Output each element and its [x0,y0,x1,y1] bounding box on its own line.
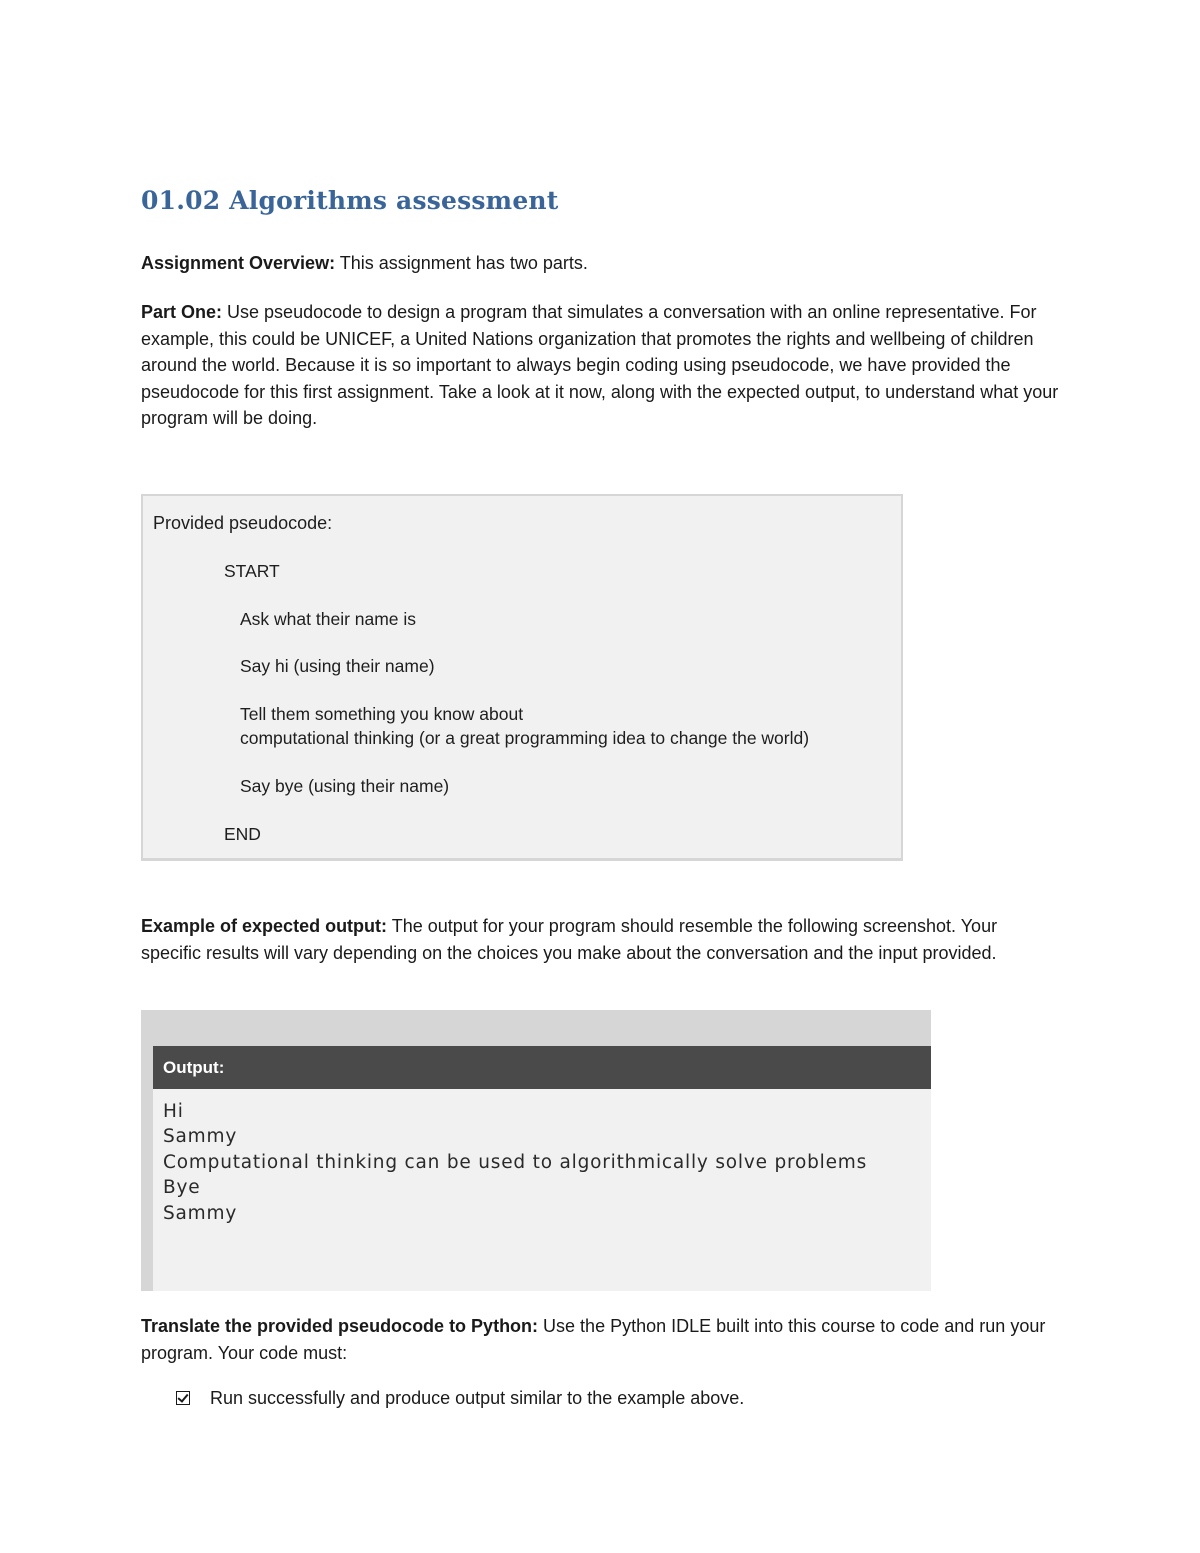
example-output-paragraph [141,913,1061,966]
part-one-text: Use pseudocode to design a program that simulates a conversation with an online representative. For example, this could be UNICEF, a United Nations organization that promotes the rights and wellbeing of children around the world. Because it is so important to always begin coding using pseudocode, we have provided the pseudocode for this first assignment. Take a look at it now, along with the expected output, to understand what your program will be doing. [141,302,1059,428]
output-line: Bye [163,1177,201,1199]
example-output-label: Example of expected output: [141,916,388,936]
output-line: Sammy [163,1126,238,1148]
pseudocode-start: START [224,561,280,581]
output-line: Computational thinking can be used to algorithmically solve problems [163,1151,868,1173]
output-line: Hi [163,1101,184,1122]
pseudocode-step-say-hi: Say hi (using their name) [240,656,435,676]
translate-label: Translate the provided pseudocode to Python: [141,1316,539,1336]
page-title: 01.02 Algorithms assessment [141,186,559,215]
checkbox-checked-icon [176,1391,190,1405]
example-output-text: The output for your program should resemble the following screenshot. Your specific results will vary depending on the choices you make about the conversation and the input provided. [141,916,998,963]
checklist-item [174,1385,744,1411]
pseudocode-heading: Provided pseudocode: [153,513,333,533]
translate-text: Use the Python IDLE built into this course to code and run your program. Your code must: [141,1316,1046,1363]
output-header: Output: [153,1046,931,1089]
pseudocode-step-tell-line2: computational thinking (or a great programming idea to change the world) [240,728,810,748]
output-line: Sammy [163,1202,238,1224]
output-screenshot [141,1010,931,1291]
assignment-overview-label: Assignment Overview: [141,253,336,273]
part-one-paragraph [141,299,1061,432]
output-panel [153,1046,931,1291]
assignment-overview-text: This assignment has two parts. [335,253,588,273]
pseudocode-step-say-bye: Say bye (using their name) [240,776,450,796]
output-lines [163,1099,867,1226]
pseudocode-box [141,494,903,861]
pseudocode-step-tell-line1: Tell them something you know about [240,704,524,724]
translate-paragraph [141,1313,1061,1366]
checklist-item-text: Run successfully and produce output similar to the example above. [210,1388,745,1408]
part-one-label: Part One: [141,302,223,322]
pseudocode-end: END [224,824,261,844]
pseudocode-step-ask: Ask what their name is [240,609,417,629]
assignment-overview [141,250,1061,277]
